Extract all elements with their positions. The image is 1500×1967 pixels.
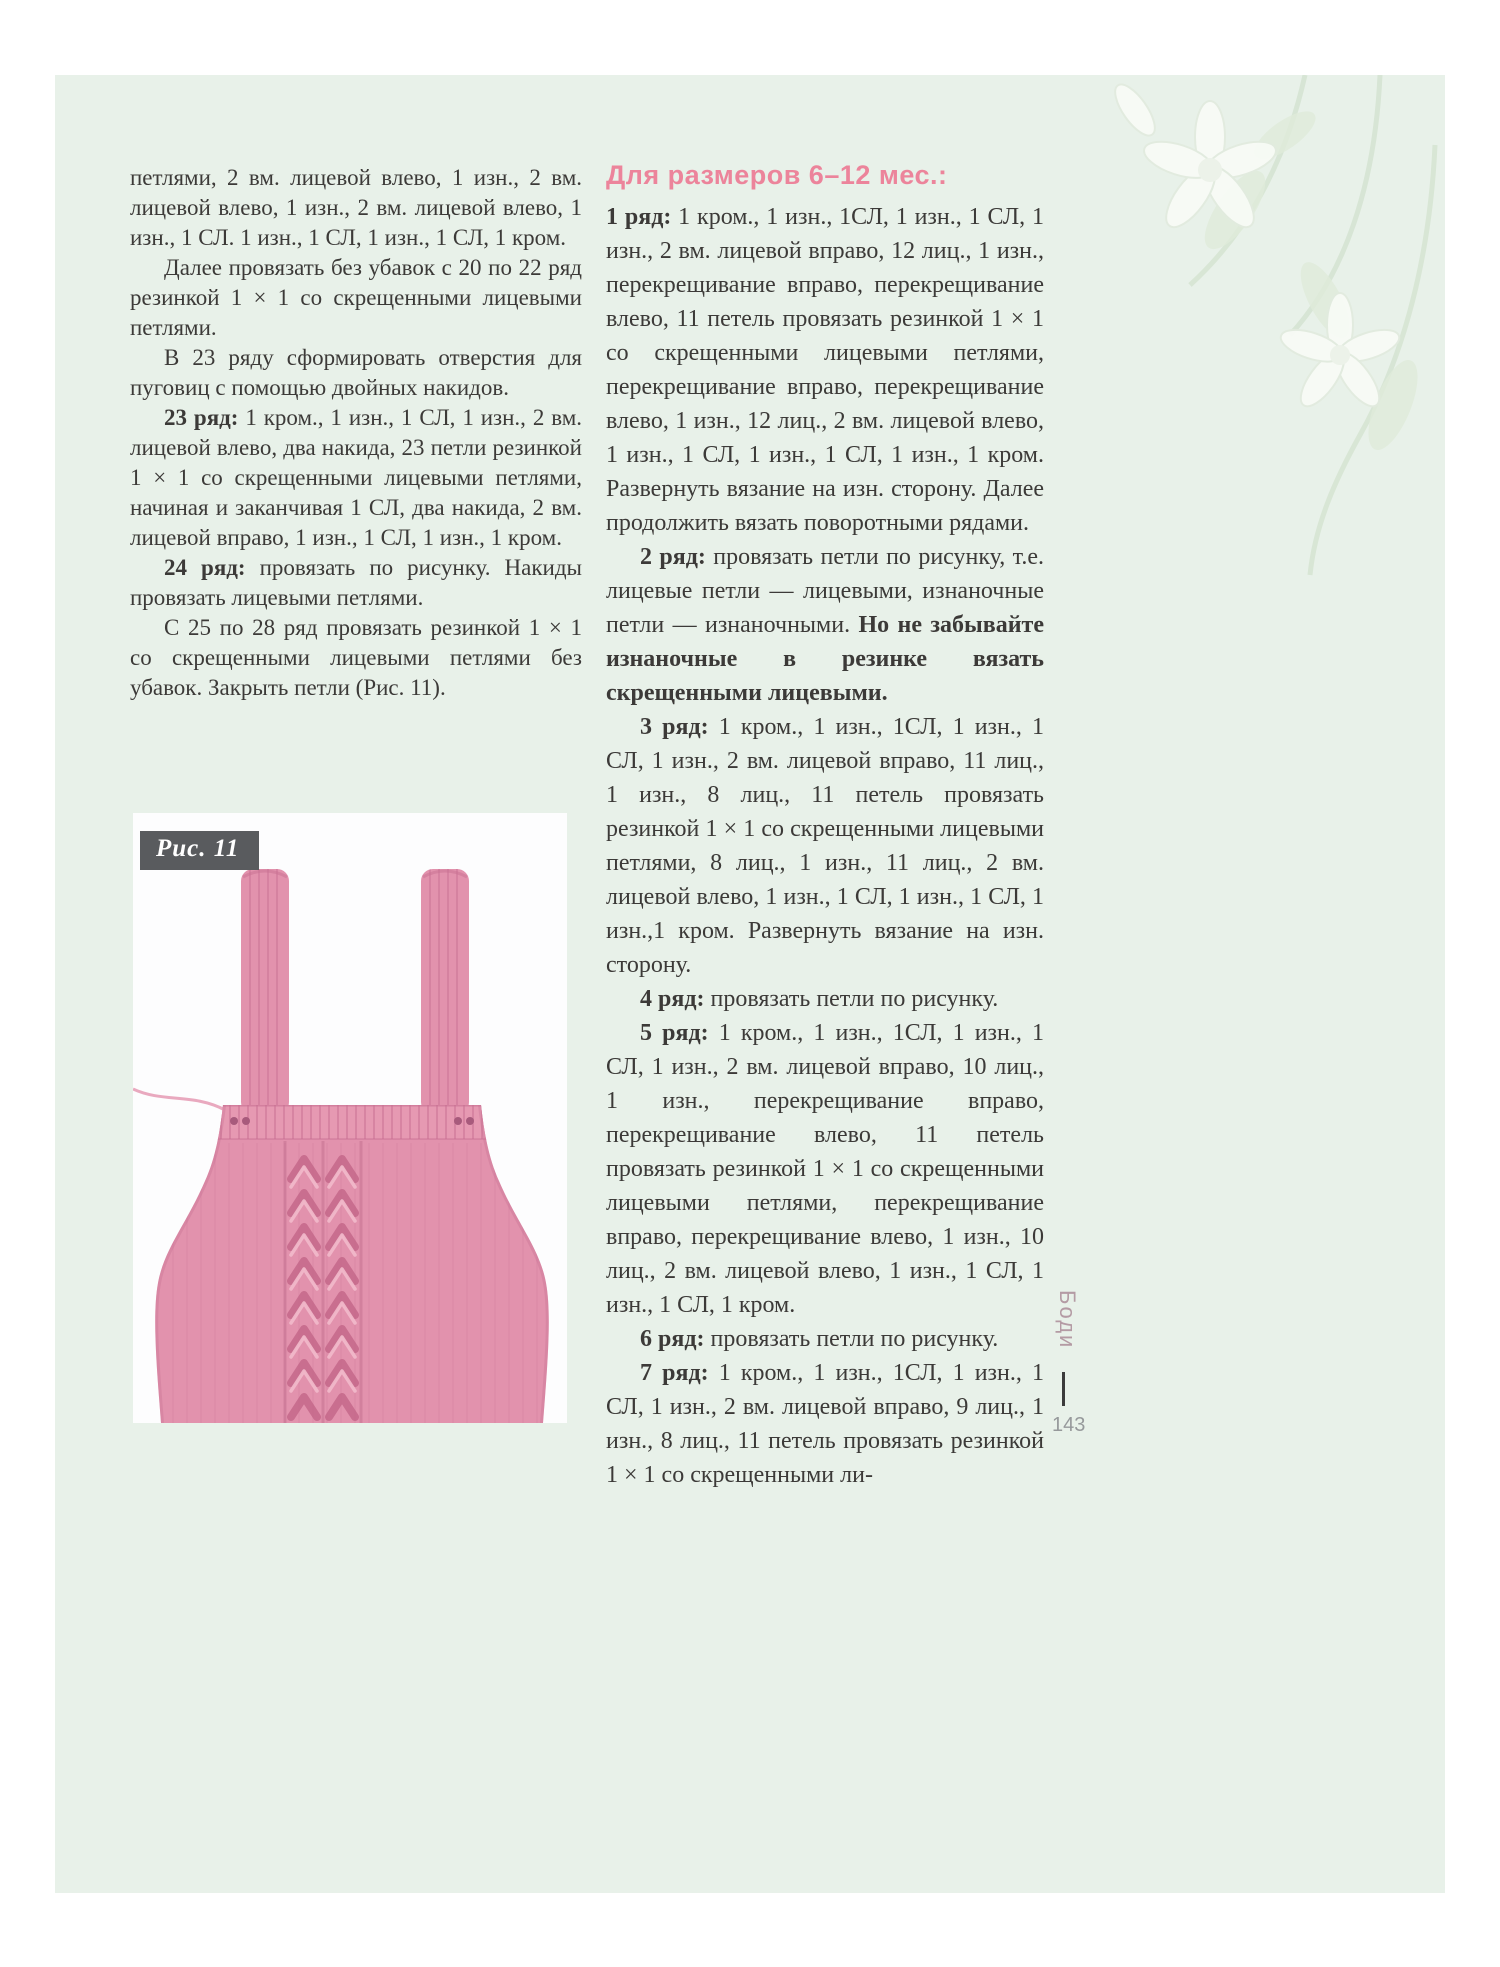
left-column bbox=[130, 163, 582, 703]
paragraph bbox=[130, 253, 582, 343]
paragraph-bold-text: 4 ряд: bbox=[640, 986, 705, 1012]
paragraph-text: провязать петли по рисунку. bbox=[704, 1326, 999, 1352]
paragraph-text: провязать петли по рисунку, т.е. лицевые петли — лицевыми, изнаночные петли — изнаночными. bbox=[606, 544, 1044, 638]
right-column-paragraphs bbox=[606, 200, 1044, 1492]
paragraph-text: 1 кром., 1 изн., 1СЛ, 1 изн., 1 СЛ, 1 изн., 2 вм. лицевой вправо, 11 лиц., 1 изн., 8 лиц., 11 петель провязать резинкой 1 × 1 со скрещенными лицевыми петлями, 8 лиц., 1 изн., 11 лиц., 2 вм. лицевой влево, 1 изн., 1 СЛ, 1 изн., 1 СЛ, 1 изн.,1 кром. Развернуть вязание на изн. сторону. bbox=[606, 714, 1044, 978]
paragraph-bold-text: 1 ряд: bbox=[606, 204, 672, 230]
paragraph-bold-text: 5 ряд: bbox=[640, 1020, 709, 1046]
paragraph-bold-text: 7 ряд: bbox=[640, 1360, 709, 1386]
right-column bbox=[606, 158, 1044, 1492]
knitted-romper-illustration bbox=[133, 813, 567, 1423]
paragraph-bold-text: 24 ряд: bbox=[164, 555, 246, 580]
paragraph-bold-text: 23 ряд: bbox=[164, 405, 239, 430]
paragraph-text: петлями, 2 вм. лицевой влево, 1 изн., 2 вм. лицевой влево, 1 изн., 2 вм. лицевой влево, 1 изн., 1 СЛ. 1 изн., 1 СЛ, 1 изн., 1 СЛ, 1 кром. bbox=[130, 165, 582, 250]
paragraph bbox=[130, 613, 582, 703]
paragraph-text: 1 кром., 1 изн., 1 СЛ, 1 изн., 2 вм. лицевой влево, два накида, 23 петли резинкой 1 × 1 со скрещенными лицевыми петлями, начиная и заканчивая 1 СЛ, два накида, 2 вм. лицевой вправо, 1 изн., 1 СЛ, 1 изн., 1 кром. bbox=[130, 405, 582, 550]
paragraph bbox=[130, 163, 582, 253]
paragraph-text: В 23 ряду сформировать отверстия для пуговиц с помощью двойных накидов. bbox=[130, 345, 582, 400]
size-heading: Для размеров 6–12 мес.: bbox=[606, 160, 948, 190]
margin-chapter-label: Боди bbox=[1055, 1290, 1080, 1350]
paragraph bbox=[130, 403, 582, 553]
paragraph-text: 1 кром., 1 изн., 1СЛ, 1 изн., 1 СЛ, 1 изн., 2 вм. лицевой вправо, 9 лиц., 1 изн., 8 лиц., 11 петель провязать резинкой 1 × 1 со скрещенными ли- bbox=[606, 1360, 1044, 1488]
paragraph bbox=[606, 200, 1044, 540]
figure-label: Рис. 11 bbox=[140, 831, 259, 870]
paragraph-text: С 25 по 28 ряд провязать резинкой 1 × 1 со скрещенными лицевыми петлями без убавок. Закрыть петли (Рис. 11). bbox=[130, 615, 582, 700]
paragraph-bold-text: 2 ряд: bbox=[640, 544, 706, 570]
paragraph-bold-text: Но не забывайте изнаночные в резинке вязать скрещенными лицевыми. bbox=[606, 612, 1044, 706]
ribbed-waistband bbox=[213, 1101, 491, 1139]
paragraph bbox=[606, 1356, 1044, 1492]
paragraph-bold-text: 3 ряд: bbox=[640, 714, 709, 740]
paragraph bbox=[606, 982, 1044, 1016]
paragraph-text: 1 кром., 1 изн., 1СЛ, 1 изн., 1 СЛ, 1 изн., 2 вм. лицевой вправо, 12 лиц., 1 изн., перекрещивание вправо, перекрещивание влево, 11 петель провязать резинкой 1 × 1 со скрещенными лицевыми петлями, перекрещивание вправо, перекрещивание влево, 1 изн., 12 лиц., 2 вм. лицевой влево, 1 изн., 1 СЛ, 1 изн., 1 СЛ, 1 изн., 1 кром. Развернуть вязание на изн. сторону. Далее продолжить вязать поворотными рядами. bbox=[606, 204, 1044, 536]
paragraph bbox=[606, 540, 1044, 710]
paragraph bbox=[606, 710, 1044, 982]
paragraph-text: провязать по рисунку. Накиды провязать лицевыми петлями. bbox=[130, 555, 582, 610]
paragraph bbox=[606, 1016, 1044, 1322]
paragraph-text: 1 кром., 1 изн., 1СЛ, 1 изн., 1 СЛ, 1 изн., 2 вм. лицевой вправо, 10 лиц., 1 изн., перекрещивание вправо, перекрещивание влево, 11 петель провязать резинкой 1 × 1 со скрещенными лицевыми петлями, перекрещивание вправо, перекрещивание влево, 1 изн., 10 лиц., 2 вм. лицевой влево, 1 изн., 1 СЛ, 1 изн., 1 СЛ, 1 кром. bbox=[606, 1020, 1044, 1318]
floral-decoration-icon bbox=[985, 75, 1445, 635]
paragraph-text: провязать петли по рисунку. bbox=[704, 986, 999, 1012]
paragraph-text: Далее провязать без убавок с 20 по 22 ряд резинкой 1 × 1 со скрещенными лицевыми петлями. bbox=[130, 255, 582, 340]
paragraph bbox=[130, 553, 582, 613]
figure-photo bbox=[133, 813, 567, 1423]
page-number: 143 bbox=[1052, 1414, 1086, 1436]
margin-divider bbox=[1062, 1372, 1065, 1406]
paragraph bbox=[130, 343, 582, 403]
paragraph-bold-text: 6 ряд: bbox=[640, 1326, 705, 1352]
paragraph bbox=[606, 1322, 1044, 1356]
